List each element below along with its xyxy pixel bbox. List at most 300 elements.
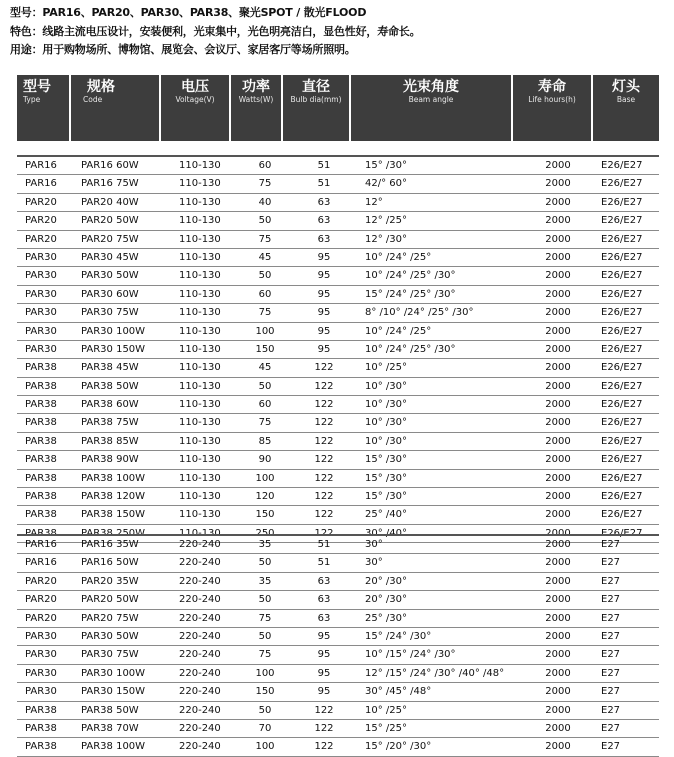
cell-beam-angle: 10° /30° [365,399,407,411]
cell-type: PAR30 [25,251,57,263]
cell-diameter: 122 [314,380,334,392]
cell-life: 2000 [545,380,571,392]
table-row [17,212,659,230]
table-row [17,378,659,396]
cell-base: E26/E27 [601,509,643,521]
cell-type: PAR38 [25,380,57,392]
cell-code: PAR38 70W [81,722,139,734]
cell-diameter: 95 [317,251,331,263]
table-row [17,396,659,414]
cell-life: 2000 [545,454,571,466]
cell-code: PAR16 35W [81,539,139,550]
cell-diameter: 122 [314,741,334,753]
cell-beam-angle: 30° [365,539,383,550]
cell-base: E27 [601,612,621,624]
cell-base: E27 [601,686,621,698]
cell-base: E26/E27 [601,491,643,503]
cell-diameter: 95 [317,343,331,355]
cell-diameter: 63 [317,215,331,227]
cell-type: PAR38 [25,454,57,466]
cell-beam-angle: 10° /25° [365,362,407,374]
cell-code: PAR38 150W [81,509,146,521]
table-220v [17,534,659,757]
cell-life: 2000 [545,178,571,190]
cell-voltage: 110-130 [179,251,221,263]
cell-life: 2000 [545,307,571,319]
cell-beam-angle: 10° /15° /24° /30° [365,649,456,661]
cell-voltage: 110-130 [179,288,221,300]
cell-voltage: 220-240 [179,539,221,550]
cell-watts: 75 [258,417,272,429]
table-row [17,720,659,738]
cell-type: PAR30 [25,686,57,698]
cell-beam-angle: 10° /24° /25° [365,251,432,263]
cell-watts: 50 [258,594,272,606]
cell-watts: 100 [255,472,275,484]
cell-diameter: 95 [317,649,331,661]
cell-beam-angle: 10° /24° /25° [365,325,432,337]
table-row [17,433,659,451]
cell-beam-angle: 10° /24° /25° /30° [365,270,456,282]
table-row [17,665,659,683]
cell-diameter: 95 [317,270,331,282]
cell-diameter: 51 [317,178,331,190]
cell-beam-angle: 12° /25° [365,215,407,227]
table-row [17,591,659,609]
cell-life: 2000 [545,575,571,587]
cell-base: E26/E27 [601,288,643,300]
cell-code: PAR30 50W [81,630,139,642]
cell-voltage: 220-240 [179,557,221,569]
cell-voltage: 110-130 [179,178,221,190]
cell-type: PAR20 [25,215,57,227]
cell-life: 2000 [545,215,571,227]
header-diameter: 直径 Bulb dia(mm) [283,75,349,141]
cell-beam-angle: 15° /24° /30° [365,630,432,642]
cell-code: PAR20 75W [81,612,139,624]
cell-voltage: 110-130 [179,399,221,411]
header-type: 型号 Type [17,75,69,141]
header-life: 寿命 Life hours(h) [513,75,591,141]
cell-diameter: 95 [317,667,331,679]
table-row [17,702,659,720]
cell-base: E27 [601,722,621,734]
table-row [17,536,659,554]
cell-watts: 60 [258,160,272,171]
cell-watts: 50 [258,270,272,282]
cell-beam-angle: 15° /24° /25° /30° [365,288,456,300]
cell-watts: 100 [255,325,275,337]
table-row [17,249,659,267]
cell-watts: 90 [258,454,272,466]
cell-type: PAR16 [25,178,57,190]
cell-voltage: 220-240 [179,630,221,642]
table-110v [17,155,659,543]
cell-voltage: 110-130 [179,233,221,245]
cell-base: E26/E27 [601,178,643,190]
cell-code: PAR38 250W [81,527,146,539]
cell-code: PAR38 90W [81,454,139,466]
cell-code: PAR20 50W [81,215,139,227]
cell-base: E26/E27 [601,325,643,337]
cell-code: PAR16 75W [81,178,139,190]
cell-voltage: 110-130 [179,215,221,227]
cell-life: 2000 [545,686,571,698]
cell-watts: 75 [258,178,272,190]
cell-code: PAR30 45W [81,251,139,263]
cell-base: E26/E27 [601,215,643,227]
cell-base: E26/E27 [601,251,643,263]
cell-type: PAR30 [25,630,57,642]
cell-diameter: 122 [314,527,334,539]
cell-type: PAR20 [25,233,57,245]
cell-code: PAR30 60W [81,288,139,300]
cell-voltage: 110-130 [179,343,221,355]
cell-base: E26/E27 [601,362,643,374]
cell-beam-angle: 8° /10° /24° /25° /30° [365,307,474,319]
cell-code: PAR30 75W [81,307,139,319]
table-row [17,628,659,646]
cell-voltage: 220-240 [179,594,221,606]
cell-code: PAR38 60W [81,399,139,411]
cell-voltage: 110-130 [179,307,221,319]
cell-diameter: 63 [317,233,331,245]
cell-life: 2000 [545,435,571,447]
cell-voltage: 110-130 [179,527,221,539]
cell-watts: 60 [258,399,272,411]
cell-type: PAR38 [25,527,57,539]
cell-base: E26/E27 [601,472,643,484]
cell-life: 2000 [545,196,571,208]
cell-life: 2000 [545,509,571,521]
cell-code: PAR30 150W [81,343,146,355]
cell-type: PAR30 [25,649,57,661]
cell-watts: 100 [255,741,275,753]
cell-beam-angle: 10° /25° [365,704,407,716]
cell-life: 2000 [545,233,571,245]
cell-type: PAR38 [25,435,57,447]
cell-code: PAR16 50W [81,557,139,569]
cell-base: E26/E27 [601,527,643,539]
cell-type: PAR20 [25,594,57,606]
cell-diameter: 122 [314,362,334,374]
cell-type: PAR38 [25,362,57,374]
cell-voltage: 220-240 [179,667,221,679]
cell-beam-angle: 25° /40° [365,509,407,521]
cell-base: E26/E27 [601,417,643,429]
cell-life: 2000 [545,417,571,429]
intro-type-line: 型号：PAR16、PAR20、PAR30、PAR38、聚光SPOT / 散光FLOOD [10,6,367,19]
cell-voltage: 110-130 [179,362,221,374]
table-row [17,488,659,506]
cell-watts: 75 [258,233,272,245]
cell-life: 2000 [545,741,571,753]
cell-code: PAR30 75W [81,649,139,661]
cell-life: 2000 [545,612,571,624]
cell-beam-angle: 20° /30° [365,575,407,587]
cell-beam-angle: 15° /20° /30° [365,741,432,753]
table-row [17,286,659,304]
table-row [17,323,659,341]
cell-watts: 75 [258,649,272,661]
cell-beam-angle: 10° /30° [365,435,407,447]
cell-beam-angle: 30° /45° /48° [365,686,432,698]
cell-voltage: 110-130 [179,380,221,392]
cell-code: PAR30 100W [81,325,146,337]
cell-diameter: 95 [317,288,331,300]
cell-watts: 45 [258,251,272,263]
cell-type: PAR16 [25,539,57,550]
cell-code: PAR30 150W [81,686,146,698]
header-watts: 功率 Watts(W) [231,75,281,141]
cell-diameter: 122 [314,435,334,447]
cell-life: 2000 [545,704,571,716]
cell-base: E26/E27 [601,160,643,171]
cell-voltage: 110-130 [179,196,221,208]
cell-base: E27 [601,630,621,642]
cell-voltage: 110-130 [179,435,221,447]
cell-voltage: 220-240 [179,704,221,716]
table-row [17,683,659,701]
cell-beam-angle: 10° /24° /25° /30° [365,343,456,355]
cell-type: PAR38 [25,399,57,411]
cell-code: PAR38 100W [81,741,146,753]
cell-beam-angle: 15° /25° [365,722,407,734]
cell-type: PAR30 [25,307,57,319]
cell-type: PAR38 [25,722,57,734]
cell-beam-angle: 12° /15° /24° /30° /40° /48° [365,667,505,679]
cell-life: 2000 [545,630,571,642]
intro-usage-line: 用途：用于购物场所、博物馆、展览会、会议厅、家居客厅等场所照明。 [10,43,356,56]
cell-life: 2000 [545,343,571,355]
cell-voltage: 110-130 [179,270,221,282]
cell-beam-angle: 10° /30° [365,380,407,392]
header-beam-angle: 光束角度 Beam angle [351,75,511,141]
table-row [17,157,659,175]
cell-life: 2000 [545,325,571,337]
cell-voltage: 220-240 [179,649,221,661]
cell-voltage: 220-240 [179,575,221,587]
cell-base: E26/E27 [601,454,643,466]
cell-beam-angle: 12° /30° [365,233,407,245]
cell-life: 2000 [545,527,571,539]
cell-diameter: 122 [314,472,334,484]
cell-beam-angle: 15° /30° [365,491,407,503]
cell-beam-angle: 15° /30° [365,472,407,484]
cell-base: E27 [601,557,621,569]
cell-diameter: 95 [317,307,331,319]
cell-voltage: 110-130 [179,160,221,171]
cell-code: PAR20 40W [81,196,139,208]
cell-code: PAR38 75W [81,417,139,429]
cell-base: E26/E27 [601,399,643,411]
table-row [17,573,659,591]
cell-beam-angle: 30° [365,557,383,569]
cell-code: PAR38 45W [81,362,139,374]
cell-type: PAR20 [25,612,57,624]
cell-life: 2000 [545,251,571,263]
cell-type: PAR30 [25,270,57,282]
cell-watts: 60 [258,288,272,300]
cell-type: PAR20 [25,575,57,587]
cell-code: PAR38 85W [81,435,139,447]
header-base: 灯头 Base [593,75,659,141]
cell-life: 2000 [545,288,571,300]
cell-beam-angle: 12° [365,196,383,208]
cell-life: 2000 [545,539,571,550]
cell-watts: 120 [255,491,275,503]
cell-watts: 150 [255,686,275,698]
cell-code: PAR20 35W [81,575,139,587]
cell-diameter: 122 [314,509,334,521]
cell-voltage: 110-130 [179,472,221,484]
cell-life: 2000 [545,667,571,679]
table-row [17,414,659,432]
table-row [17,554,659,572]
cell-diameter: 63 [317,594,331,606]
cell-code: PAR20 50W [81,594,139,606]
cell-life: 2000 [545,160,571,171]
cell-watts: 45 [258,362,272,374]
cell-type: PAR38 [25,491,57,503]
cell-diameter: 51 [317,160,331,171]
table-row [17,738,659,756]
cell-base: E26/E27 [601,343,643,355]
cell-life: 2000 [545,557,571,569]
table-row [17,175,659,193]
cell-beam-angle: 20° /30° [365,594,407,606]
cell-voltage: 110-130 [179,417,221,429]
cell-base: E27 [601,539,621,550]
cell-life: 2000 [545,472,571,484]
cell-voltage: 110-130 [179,454,221,466]
cell-code: PAR20 75W [81,233,139,245]
cell-watts: 40 [258,196,272,208]
cell-watts: 50 [258,215,272,227]
cell-diameter: 63 [317,612,331,624]
cell-base: E26/E27 [601,307,643,319]
table-row [17,610,659,628]
cell-watts: 50 [258,630,272,642]
cell-code: PAR16 60W [81,160,139,171]
cell-watts: 75 [258,612,272,624]
cell-type: PAR20 [25,196,57,208]
cell-life: 2000 [545,491,571,503]
cell-base: E27 [601,667,621,679]
cell-diameter: 51 [317,539,331,550]
cell-type: PAR38 [25,417,57,429]
cell-watts: 50 [258,380,272,392]
cell-beam-angle: 25° /30° [365,612,407,624]
cell-base: E26/E27 [601,380,643,392]
table-row [17,470,659,488]
cell-type: PAR16 [25,160,57,171]
cell-watts: 70 [258,722,272,734]
cell-diameter: 122 [314,491,334,503]
cell-diameter: 51 [317,557,331,569]
cell-watts: 35 [258,575,272,587]
cell-base: E27 [601,575,621,587]
cell-type: PAR38 [25,509,57,521]
cell-type: PAR16 [25,557,57,569]
cell-watts: 150 [255,509,275,521]
cell-life: 2000 [545,722,571,734]
cell-base: E26/E27 [601,196,643,208]
cell-watts: 85 [258,435,272,447]
cell-diameter: 122 [314,454,334,466]
cell-base: E27 [601,649,621,661]
cell-type: PAR38 [25,472,57,484]
table-row [17,267,659,285]
header-voltage: 电压 Voltage(V) [161,75,229,141]
cell-type: PAR38 [25,741,57,753]
cell-voltage: 220-240 [179,741,221,753]
cell-watts: 100 [255,667,275,679]
cell-code: PAR30 100W [81,667,146,679]
cell-watts: 35 [258,539,272,550]
table-row [17,341,659,359]
cell-type: PAR38 [25,704,57,716]
cell-type: PAR30 [25,288,57,300]
cell-watts: 50 [258,557,272,569]
cell-diameter: 122 [314,399,334,411]
table-row [17,359,659,377]
cell-watts: 75 [258,307,272,319]
cell-type: PAR30 [25,667,57,679]
cell-life: 2000 [545,649,571,661]
table-row [17,194,659,212]
cell-voltage: 220-240 [179,612,221,624]
cell-beam-angle: 30° /40° [365,527,407,539]
cell-voltage: 110-130 [179,509,221,521]
cell-voltage: 110-130 [179,491,221,503]
cell-code: PAR38 50W [81,380,139,392]
cell-type: PAR30 [25,325,57,337]
cell-diameter: 122 [314,722,334,734]
cell-life: 2000 [545,399,571,411]
table-header [17,75,659,141]
cell-diameter: 122 [314,704,334,716]
cell-beam-angle: 42/° 60° [365,178,407,190]
cell-voltage: 220-240 [179,686,221,698]
table-row [17,506,659,524]
cell-life: 2000 [545,362,571,374]
cell-life: 2000 [545,270,571,282]
table-row [17,231,659,249]
cell-watts: 250 [255,527,275,539]
cell-code: PAR30 50W [81,270,139,282]
table-row [17,304,659,322]
cell-beam-angle: 15° /30° [365,454,407,466]
header-code: 规格 Code [71,75,159,141]
table-row [17,451,659,469]
cell-base: E27 [601,594,621,606]
intro-text [10,4,420,60]
cell-watts: 150 [255,343,275,355]
cell-base: E27 [601,741,621,753]
cell-base: E26/E27 [601,435,643,447]
cell-diameter: 95 [317,325,331,337]
intro-feature-line: 特色：线路主流电压设计，安装便利，光束集中，光色明亮洁白，显色性好，寿命长。 [10,24,421,38]
cell-beam-angle: 10° /30° [365,417,407,429]
cell-watts: 50 [258,704,272,716]
table-row [17,646,659,664]
cell-base: E27 [601,704,621,716]
cell-diameter: 63 [317,575,331,587]
cell-code: PAR38 100W [81,472,146,484]
cell-type: PAR30 [25,343,57,355]
cell-base: E26/E27 [601,233,643,245]
